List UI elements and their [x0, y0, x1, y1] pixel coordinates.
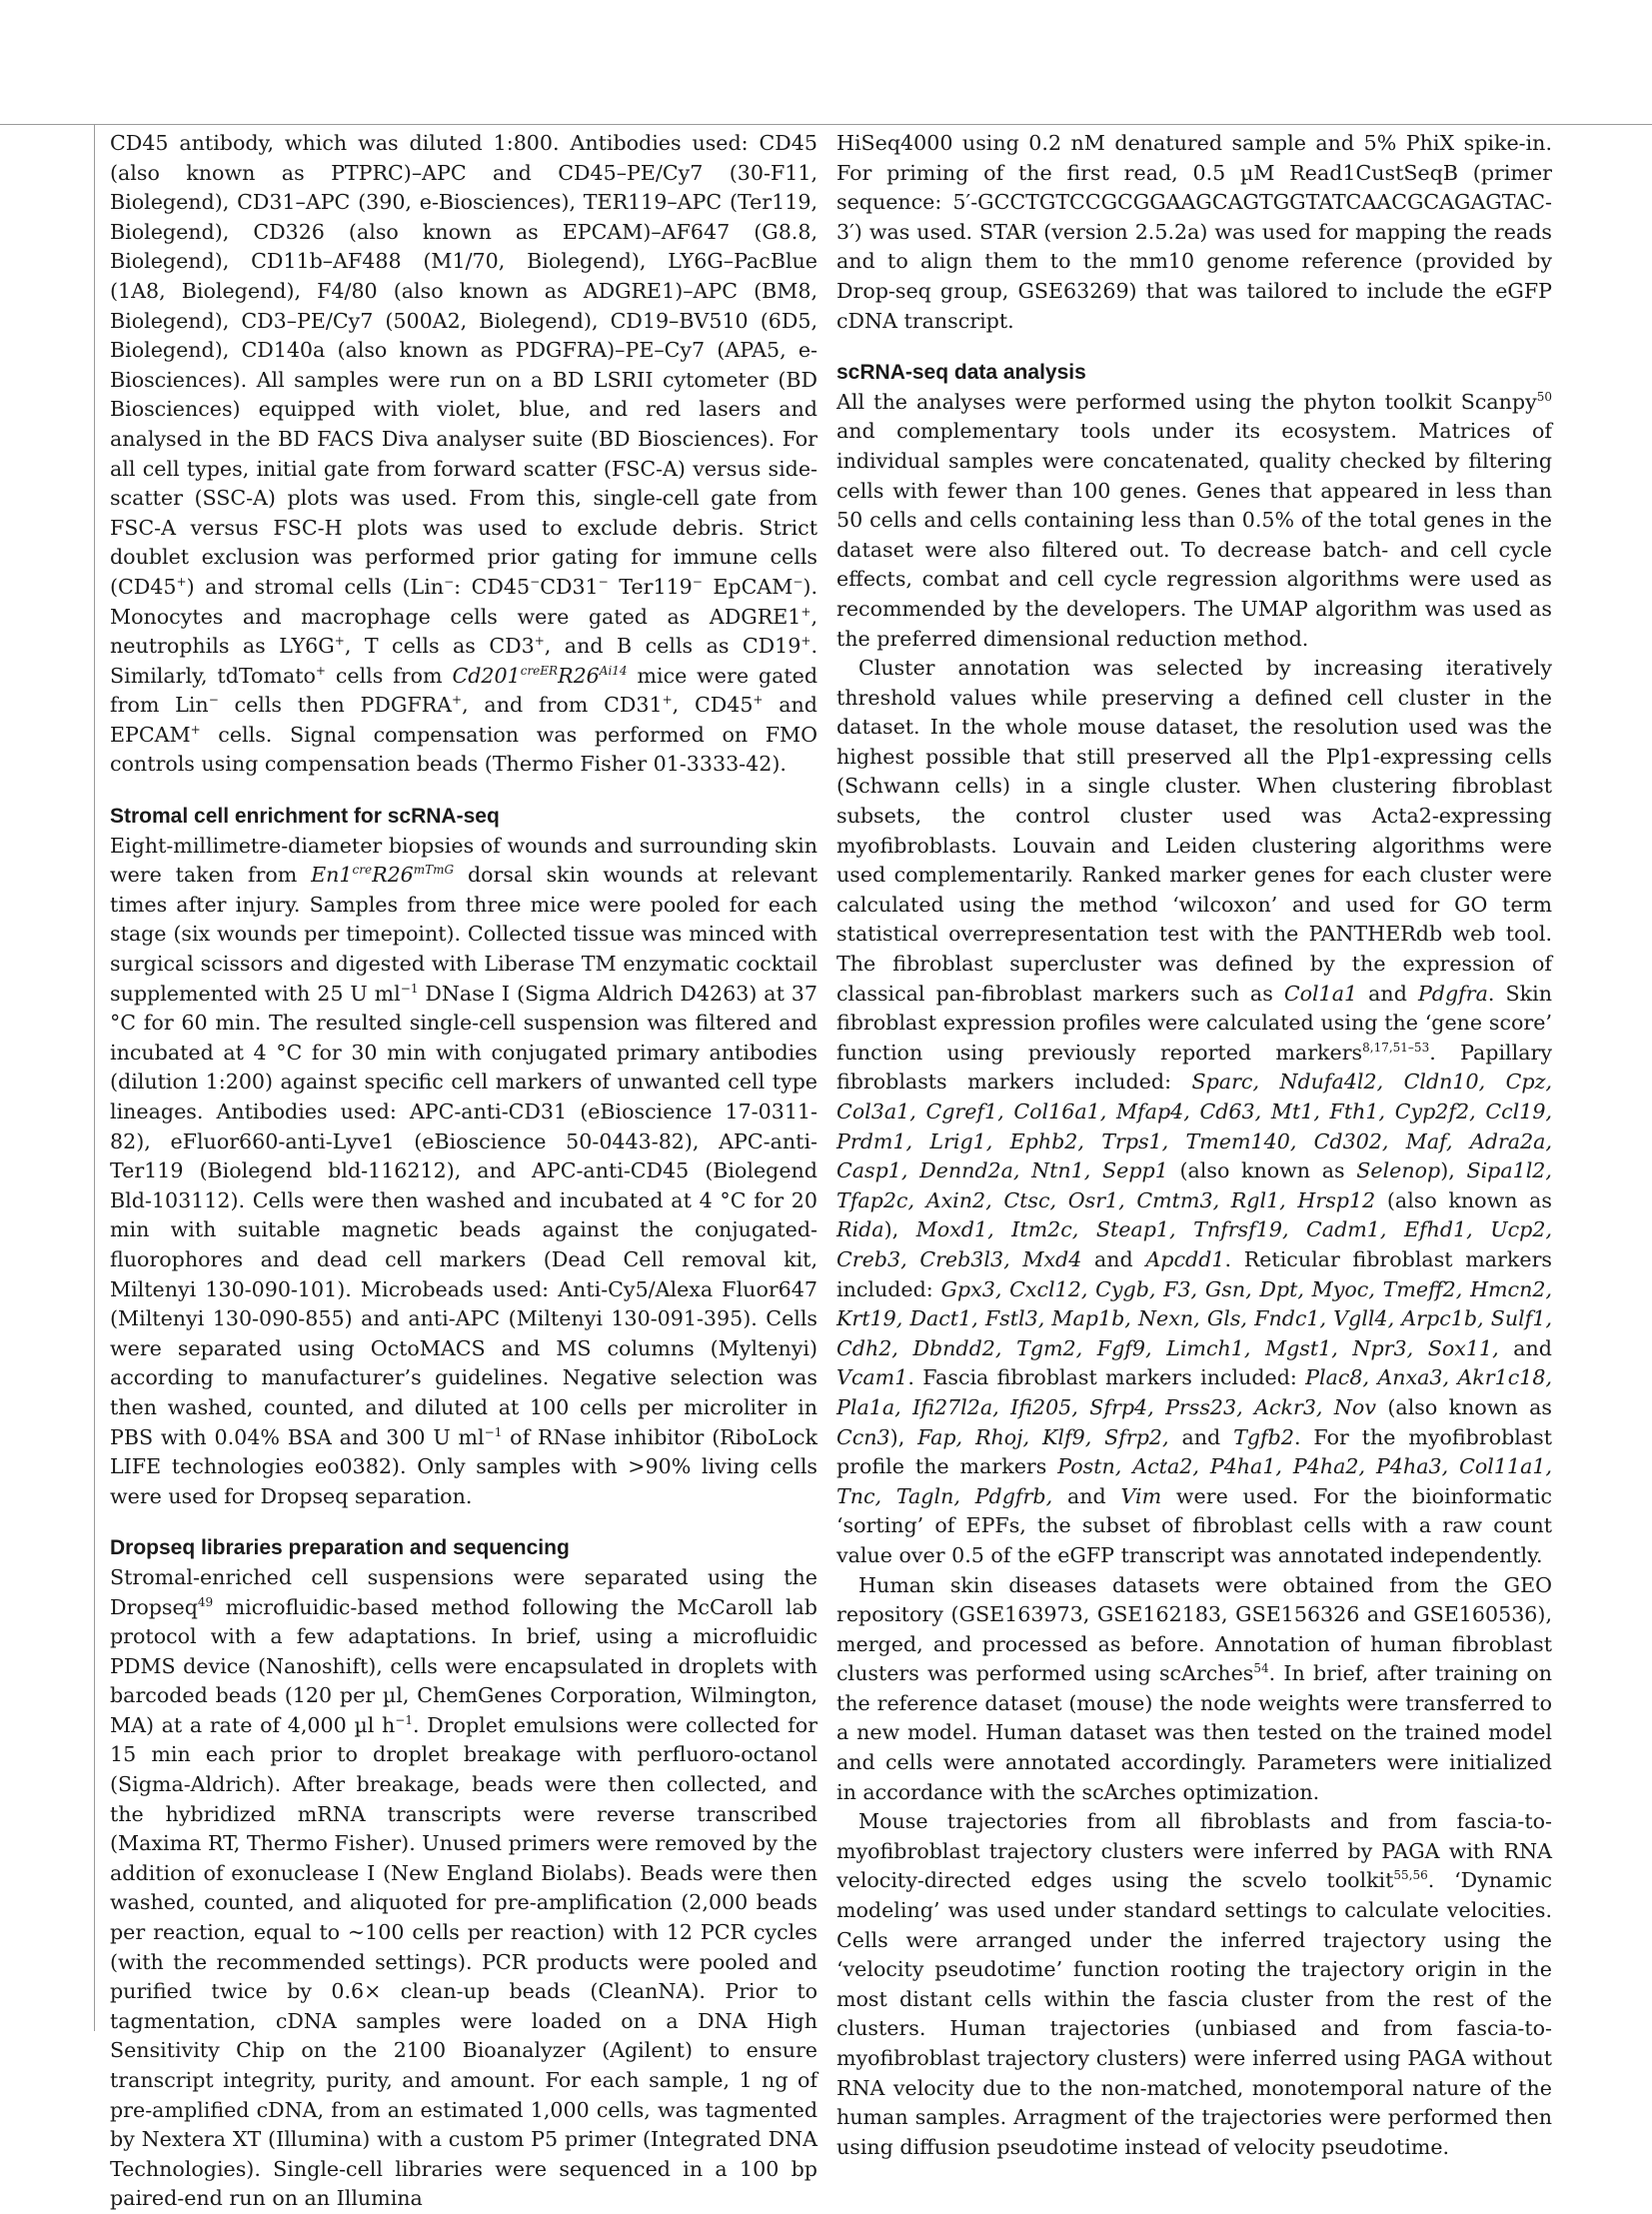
- stromal-enrichment-paragraph: Eight-millimetre-diameter biopsies of wounds and surrounding skin were taken from $En1^{cre}R26^{mTmG}$ dorsal skin wounds at relevant times after injury. Samples from three mice were pooled for each stage (six wounds per timepoint). Collected tissue was minced with surgical scissors and digested with Liberase TM enzymatic cocktail supplemented with 25 U $ml^{-1}$ DNase I (Sigma Aldrich D4263) at 37 °C for 60 min. The resulted single-cell suspension was filtered and incubated at 4 °C for 30 min with conjugated primary antibodies (dilution 1:200) against specific cell markers of unwanted cell type lineages. Antibodies used: APC-anti-CD31 (eBioscience 17-0311-82), eFluor660-anti-Lyve1 (eBioscience 50-0443-82), APC-anti-Ter119 (Biolegend bld-116212), and APC-anti-CD45 (Biolegend Bld-103112). Cells were then washed and incubated at 4 °C for 20 min with suitable magnetic beads against the conjugated-fluorophores and dead cell markers (Dead Cell removal kit, Miltenyi 130-090-101). Microbeads used: Anti-Cy5/Alexa Fluor647 (Miltenyi 130-090-855) and anti-APC (Miltenyi 130-091-395). Cells were separated using OctoMACS and MS columns (Myltenyi) according to manufacturer’s guidelines. Negative selection was then washed, counted, and diluted at 100 cells per microliter in PBS with 0.04% BSA and 300 U $ml^{-1}$ of RNase inhibitor (RiboLock LIFE technologies eo0382). Only samples with >90% living cells were used for Dropseq separation.: [110, 833, 818, 1508]
- flow-cytometry-paragraph: CD45 antibody, which was diluted 1:800. Antibodies used: CD45 (also known as PTPRC)–APC and CD45–PE/Cy7 (30-F11, Biolegend), CD31–APC (390, e-Biosciences), TER119–APC (Ter119, Biolegend), CD326 (also known as EPCAM)–AF647 (G8.8, Biolegend), CD11b–AF488 (M1/70, Biolegend), LY6G–PacBlue (1A8, Biolegend), F4/80 (also known as ADGRE1)–APC (BM8, Biolegend), CD3–PE/Cy7 (500A2, Biolegend), CD19–BV510 (6D5, Biolegend), CD140a (also known as PDGFRA)–PE–Cy7 (APA5, e-Biosciences). All samples were run on a BD LSRII cytometer (BD Biosciences) equipped with violet, blue, and red lasers and analysed in the BD FACS Diva analyser suite (BD Biosciences). For all cell types, initial gate from forward scatter (FSC-A) versus side-scatter (SSC-A) plots was used. From this, single-cell gate from FSC-A versus FSC-H plots was used to exclude debris. Strict doublet exclusion was performed prior gating for immune cells (CD45+) and stromal cells (Lin−: CD45−CD31− Ter119− EpCAM−). Monocytes and macrophage cells were gated as ADGRE1+, neutrophils as LY6G+, T cells as CD3+, and B cells as CD19+. Similarly, tdTomato+ cells from $Cd201^{creER}R26^{Ai14}$ mice were gated from Lin− cells then PDGFRA+, and from CD31+, CD45+ and EPCAM+ cells. Signal compensation was performed on FMO controls using compensation beads (Thermo Fisher 01-3333-42).: [110, 131, 818, 777]
- cluster-annotation-paragraph: Cluster annotation was selected by increasing iteratively threshold values while preserving a defined cell cluster in the dataset. In the whole mouse dataset, the resolution used was the highest possible that still preserved all the Plp1-expressing cells (Schwann cells) in a single cluster. When clustering fibroblast subsets, the control cluster used was Acta2-expressing myofibroblasts. Louvain and Leiden clustering algorithms were used complementarily. Ranked marker genes for each cluster were calculated using the method ‘wilcoxon’ and used for GO term statistical overrepresentation test with the PANTHERdb web tool. The fibroblast supercluster was defined by the expression of classical pan-fibroblast markers such as Col1a1 and Pdgfra. Skin fibroblast expression profiles were calculated using the ‘gene score’ function using previously reported markers$^{8,17,51-53}$. Papillary fibroblasts markers included: Sparc, Ndufa4l2, Cldn10, Cpz, Col3a1, Cgref1, Col16a1, Mfap4, Cd63, Mt1, Fth1, Cyp2f2, Ccl19, Prdm1, Lrig1, Ephb2, Trps1, Tmem140, Cd302, Maf, Adra2a, Casp1, Dennd2a, Ntn1, Sepp1 (also known as Selenop), Sipa1l2, Tfap2c, Axin2, Ctsc, Osr1, Cmtm3, Rgl1, Hrsp12 (also known as Rida), Moxd1, Itm2c, Steap1, Tnfrsf19, Cadm1, Efhd1, Ucp2, Creb3, Creb3l3, Mxd4 and Apcdd1. Reticular fibroblast markers included: Gpx3, Cxcl12, Cygb, F3, Gsn, Dpt, Myoc, Tmeff2, Hmcn2, Krt19, Dact1, Fstl3, Map1b, Nexn, Gls, Fndc1, Vgll4, Arpc1b, Sulf1, Cdh2, Dbndd2, Tgm2, Fgf9, Limch1, Mgst1, Npr3, Sox11, and Vcam1. Fascia fibroblast markers included: Plac8, Anxa3, Akr1c18, Pla1a, Ifi27l2a, Ifi205, Sfrp4, Prss23, Ackr3, Nov (also known as Ccn3), Fap, Rhoj, Klf9, Sfrp2, and Tgfb2. For the myofibroblast profile the markers Postn, Acta2, P4ha1, P4ha2, P4ha3, Col11a1, Tnc, Tagln, Pdgfrb, and Vim were used. For the bioinformatic ‘sorting’ of EPFs, the subset of fibroblast cells with a raw count value over 0.5 of the eGFP transcript was annotated independently.: [836, 656, 1553, 1567]
- right-column: [836, 129, 1552, 2162]
- sequencing-continued-paragraph: HiSeq4000 using 0.2 nM denatured sample and 5% PhiX spike-in. For priming of the first read, 0.5 µM Read1CustSeqB (primer sequence: 5′-GCCTGTCCGCGGAAGCAGTGGTATCAACGCAGAGTAC-3′) was used. STAR (version 2.5.2a) was used for mapping the reads and to align them to the mm10 genome reference (provided by Drop-seq group, GSE63269) that was tailored to include the eGFP cDNA transcript.: [836, 131, 1552, 333]
- left-margin-rule: [94, 124, 95, 2031]
- human-datasets-paragraph: Human skin diseases datasets were obtained from the GEO repository (GSE163973, GSE162183, GSE156326 and GSE160536), merged, and processed as before. Annotation of human fibroblast clusters was performed using scArches$^{54}$. In brief, after training on the reference dataset (mouse) the node weights were transferred to a new model. Human dataset was then tested on the trained model and cells were annotated accordingly. Parameters were initialized in accordance with the scArches optimization.: [836, 1572, 1553, 1804]
- trajectories-paragraph: Mouse trajectories from all fibroblasts and from fascia-to-myofibroblast trajectory clusters were inferred by PAGA with RNA velocity-directed edges using the scvelo toolkit$^{55,56}$. ‘Dynamic modeling’ was used under standard settings to calculate velocities. Cells were arranged under the inferred trajectory using the ‘velocity pseudotime’ function rooting the trajectory origin in the most distant cells within the fascia cluster from the rest of the clusters. Human trajectories (unbiased and from fascia-to-myofibroblast trajectory clusters) were inferred using PAGA without RNA velocity due to the non-matched, monotemporal nature of the human samples. Arragment of the trajectories were performed then using diffusion pseudotime instead of velocity pseudotime.: [836, 1809, 1552, 2159]
- section-heading-dropseq: Dropseq libraries preparation and sequencing: [110, 1536, 570, 1560]
- section-heading-stromal-enrichment: Stromal cell enrichment for scRNA-seq: [110, 805, 500, 829]
- left-column: [110, 129, 818, 2214]
- dropseq-paragraph: Stromal-enriched cell suspensions were separated using the Dropseq$^{49}$ microfluidic-based method following the McCaroll lab protocol with a few adaptations. In brief, using a microfluidic PDMS device (Nanoshift), cells were encapsulated in droplets with barcoded beads (120 per µl, ChemGenes Corporation, Wilmington, MA) at a rate of 4,000 µl $h^{-1}$. Droplet emulsions were collected for 15 min each prior to droplet breakage with perfluoro-octanol (Sigma-Aldrich). After breakage, beads were then collected, and the hybridized mRNA transcripts were reverse transcribed (Maxima RT, Thermo Fisher). Unused primers were removed by the addition of exonuclease I (New England Biolabs). Beads were then washed, counted, and aliquoted for pre-amplification (2,000 beads per reaction, equal to ~100 cells per reaction) with 12 PCR cycles (with the recommended settings). PCR products were pooled and purified twice by 0.6× clean-up beads (CleanNA). Prior to tagmentation, cDNA samples were loaded on a DNA High Sensitivity Chip on the 2100 Bioanalyzer (Agilent) to ensure transcript integrity, purity, and amount. For each sample, 1 ng of pre-amplified cDNA, from an estimated 1,000 cells, was tagmented by Nextera XT (Illumina) with a custom P5 primer (Integrated DNA Technologies). Single-cell libraries were sequenced in a 100 bp paired-end run on an Illumina: [110, 1564, 818, 2211]
- section-heading-scrnaseq-analysis: scRNA-seq data analysis: [836, 361, 1086, 385]
- scanpy-paragraph: All the analyses were performed using the phyton toolkit Scanpy$^{50}$ and complementary tools under its ecosystem. Matrices of individual samples were concatenated, quality checked by filtering cells with fewer than 100 genes. Genes that appeared in less than 50 cells and cells containing less than 0.5% of the total genes in the dataset were also filtered out. To decrease batch- and cell cycle effects, combat and cell cycle regression algorithms were used as recommended by the developers. The UMAP algorithm was used as the preferred dimensional reduction method.: [836, 389, 1552, 651]
- top-rule: [0, 124, 1652, 125]
